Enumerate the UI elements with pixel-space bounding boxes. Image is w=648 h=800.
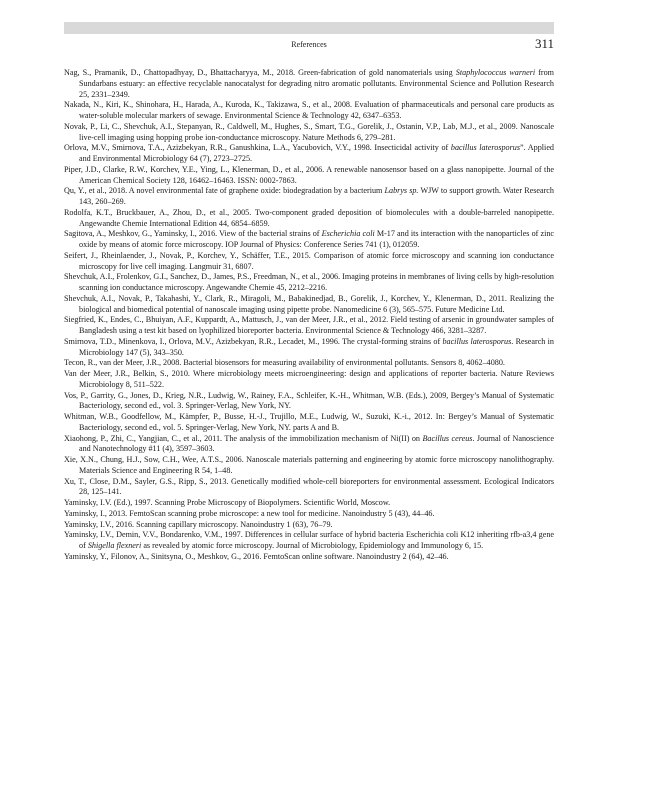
- reference-entry: [64, 294, 554, 316]
- reference-italic-text: Staphylococcus warneri: [455, 68, 536, 77]
- reference-text: . Research in Microbiology 147 (5), 343–350.: [79, 336, 554, 357]
- reference-text: Xiaohong, P., Zhi, C., Yangjian, C., et al., 2011. The analysis of the immobilization mechanism of Ni(II) on: [64, 433, 423, 443]
- reference-text: Shevchuk, A.I., Novak, P., Takahashi, Y., Clark, R., Miragoli, M., Babakinedjad, B., Gorelik, J., Korchev, Y., Klenerman, D., 2011. Realizing the biological and biomedical potential of nanoscale imaging using pipette probe. Nanomedicine 6 (3), 565–575. Future Medicine Ltd.: [64, 293, 554, 314]
- reference-text: Whitman, W.B., Goodfellow, M., Kämpfer, P., Busse, H.-J., Trujillo, M.E., Ludwig, W., Suzuki, K.-i., 2012. In: Bergey’s Manual of Systematic Bacteriology, second ed., vol. 5. Springer-Verlag, New York, NY. parts A and B.: [64, 412, 554, 432]
- reference-italic-text: Shigella flexneri: [87, 541, 142, 550]
- reference-text: Nakada, N., Kiri, K., Shinohara, H., Harada, A., Kuroda, K., Takizawa, S., et al., 2008. Evaluation of pharmaceuticals and personal care products as water-soluble molecular markers of sewage. Environmental Science & Technology 42, 6347–6353.: [64, 100, 554, 120]
- reference-entry: [64, 100, 554, 122]
- reference-entry: [64, 68, 554, 100]
- reference-text: Tecon, R., van der Meer, J.R., 2008. Bacterial biosensors for measuring availability of environmental pollutants. Sensors 8, 4062–4080.: [64, 358, 505, 368]
- reference-entry: [64, 229, 554, 251]
- reference-italic-text: Escherichia coli: [321, 229, 375, 239]
- reference-entry: [64, 520, 554, 531]
- reference-entry: [64, 358, 554, 369]
- reference-entry: [64, 165, 554, 187]
- reference-entry: [64, 122, 554, 144]
- reference-text: WJW to support growth. Water Research 143, 260–269.: [79, 186, 554, 206]
- reference-entry: [64, 208, 554, 230]
- reference-text: as revealed by atomic force microscopy. Journal of Microbiology, Epidemiology and Immunology 6, 15.: [141, 541, 484, 550]
- reference-entry: [64, 391, 554, 413]
- reference-text: Nag, S., Pramanik, D., Chattopadhyay, D., Bhattacharyya, M., 2018. Green-fabrication of gold nanomaterials using: [64, 68, 456, 77]
- reference-italic-text: bacillus laterosporus: [450, 143, 520, 153]
- reference-text: Orlova, M.V., Smirnova, T.A., Azizbekyan, R.R., Ganushkina, L.A., Yacubovich, V.Y., 1998. Insecticidal activity of: [64, 143, 451, 153]
- reference-text: Rodolfa, K.T., Bruckbauer, A., Zhou, D., et al., 2005. Two-component graded deposition of biomolecules with a double-barreled nanopipette. Angewandte Chemie International Edition 44, 6854–6859.: [64, 207, 554, 228]
- page-number: 311: [534, 36, 554, 51]
- reference-entry: [64, 530, 554, 552]
- reference-text: Sagitova, A., Meshkov, G., Yaminsky, I., 2016. View of the bacterial strains of: [64, 229, 322, 239]
- reference-text: Xu, T., Close, D.M., Sayler, G.S., Ripp, S., 2013. Genetically modified whole-cell bioreporters for environmental assessment. Ecological Indicators 28, 125–141.: [64, 476, 554, 497]
- reference-text: Piper, J.D., Clarke, R.W., Korchev, Y.E., Ying, L., Klenerman, D., et al., 2006. A renewable nanosensor based on a glass nanopipette. Journal of the American Chemical Society 128, 16462–16463. ISSN: 0002-7863.: [64, 164, 554, 185]
- reference-text: . Journal of Nanoscience and Nanotechnology #11 (4), 3597–3603.: [79, 433, 554, 454]
- reference-entry: [64, 251, 554, 273]
- reference-text: Yaminsky, I.V., Demin, V.V., Bondarenko, V.M., 1997. Differences in cellular surface of hybrid bacteria Escherichia coli K12 inheriting rfb-a3,4 gene of: [64, 530, 554, 550]
- reference-text: Shevchuk, A.I., Frolenkov, G.I., Sanchez, D., James, P.S., Freedman, N., et al., 2006. Imaging proteins in membranes of living cells by high-resolution scanning ion conductance microscopy. Angewandte Chemie 45, 2212–2216.: [64, 272, 554, 292]
- reference-entry: [64, 552, 554, 563]
- reference-italic-text: Bacillus cereus: [422, 433, 473, 443]
- reference-entry: [64, 369, 554, 391]
- reference-entry: [64, 498, 554, 509]
- reference-text: Smirnova, T.D., Minenkova, I., Orlova, M.V., Azizbekyan, R.R., Lecadet, M., 1996. The crystal-forming strains of: [64, 336, 443, 346]
- reference-entry: [64, 434, 554, 456]
- reference-text: Seifert, J., Rheinlaender, J., Novak, P., Korchev, Y., Schäffer, T.E., 2015. Comparison of atomic force microscopy and scanning ion conductance microscopy for live cell imaging. Langmuir 31, 6807.: [64, 250, 554, 271]
- header-bar: [64, 22, 554, 34]
- reference-entry: [64, 272, 554, 294]
- reference-entry: [64, 315, 554, 337]
- reference-entry: [64, 509, 554, 520]
- reference-list: [64, 68, 554, 563]
- reference-text: Siegfried, K., Endes, C., Bhuiyan, A.F., Kuppardt, A., Mattusch, J., van der Meer, J.R., et al., 2012. Field testing of arsenic in groundwater samples of Bangladesh using a test kit based on lyophilized bioreporter bacteria. Environmental Science & Technology 466, 3281–3287.: [64, 315, 554, 335]
- reference-italic-text: bacillus laterosporus: [442, 336, 512, 346]
- reference-text: Yaminsky, I.V., 2016. Scanning capillary microscopy. Nanoindustry 1 (63), 76–79.: [64, 519, 333, 529]
- running-title: References: [291, 40, 327, 49]
- reference-entry: [64, 455, 554, 477]
- reference-text: from Sundarbans estuary: an effective recyclable nanocatalyst for degrading nitro aromatic pollutants. Environmental Science and Pollution Research 25, 2331–2349.: [79, 68, 554, 99]
- reference-text: ”. Applied and Environmental Microbiology 64 (7), 2723–2725.: [79, 143, 554, 163]
- reference-entry: [64, 477, 554, 499]
- reference-text: Qu, Y., et al., 2018. A novel environmental fate of graphene oxide: biodegradation by a bacterium: [64, 186, 385, 196]
- reference-text: Yaminsky, I.V. (Ed.), 1997. Scanning Probe Microscopy of Biopolymers. Scientific World, Moscow.: [64, 498, 391, 507]
- reference-text: Vos, P., Garrity, G., Jones, D., Krieg, N.R., Ludwig, W., Rainey, F.A., Schleifer, K.-H., Whitman, W.B. (Eds.), 2009, Bergey’s Manual of Systematic Bacteriology, second ed., vol. 3. Springer-Verlag, New York, NY.: [64, 390, 554, 411]
- reference-entry: [64, 186, 554, 208]
- reference-text: Yaminsky, I., 2013. FemtoScan scanning probe microscope: a new tool for medicine. Nanoindustry 5 (43), 44–46.: [64, 508, 435, 518]
- reference-italic-text: Labrys sp.: [384, 186, 419, 196]
- reference-text: Xie, X.N., Chung, H.J., Sow, C.H., Wee, A.T.S., 2006. Nanoscale materials patterning and engineering by atomic force microscopy nanolithography. Materials Science and Engineering R 54, 1–48.: [64, 455, 554, 475]
- reference-entry: [64, 337, 554, 359]
- running-header: [64, 36, 554, 54]
- reference-entry: [64, 143, 554, 165]
- reference-text: Van der Meer, J.R., Belkin, S., 2010. Where microbiology meets microengineering: design and applications of reporter bacteria. Nature Reviews Microbiology 8, 511–522.: [64, 369, 554, 389]
- reference-text: M-17 and its interaction with the nanoparticles of zinc oxide by means of atomic force microscopy. IOP Journal of Physics: Conference Series 741 (1), 012059.: [79, 229, 554, 249]
- reference-text: Yaminsky, Y., Filonov, A., Sinitsyna, O., Meshkov, G., 2016. FemtoScan online software. Nanoindustry 2 (64), 42–46.: [64, 551, 449, 561]
- reference-text: Novak, P., Li, C., Shevchuk, A.I., Stepanyan, R., Caldwell, M., Hughes, S., Smart, T.G., Gorelik, J., Ostanin, V.P., Lab, M.J., et al., 2009. Nanoscale live-cell imaging using hopping probe ion-conductance microscopy. Nature Methods 6, 279–281.: [64, 121, 554, 142]
- reference-entry: [64, 412, 554, 434]
